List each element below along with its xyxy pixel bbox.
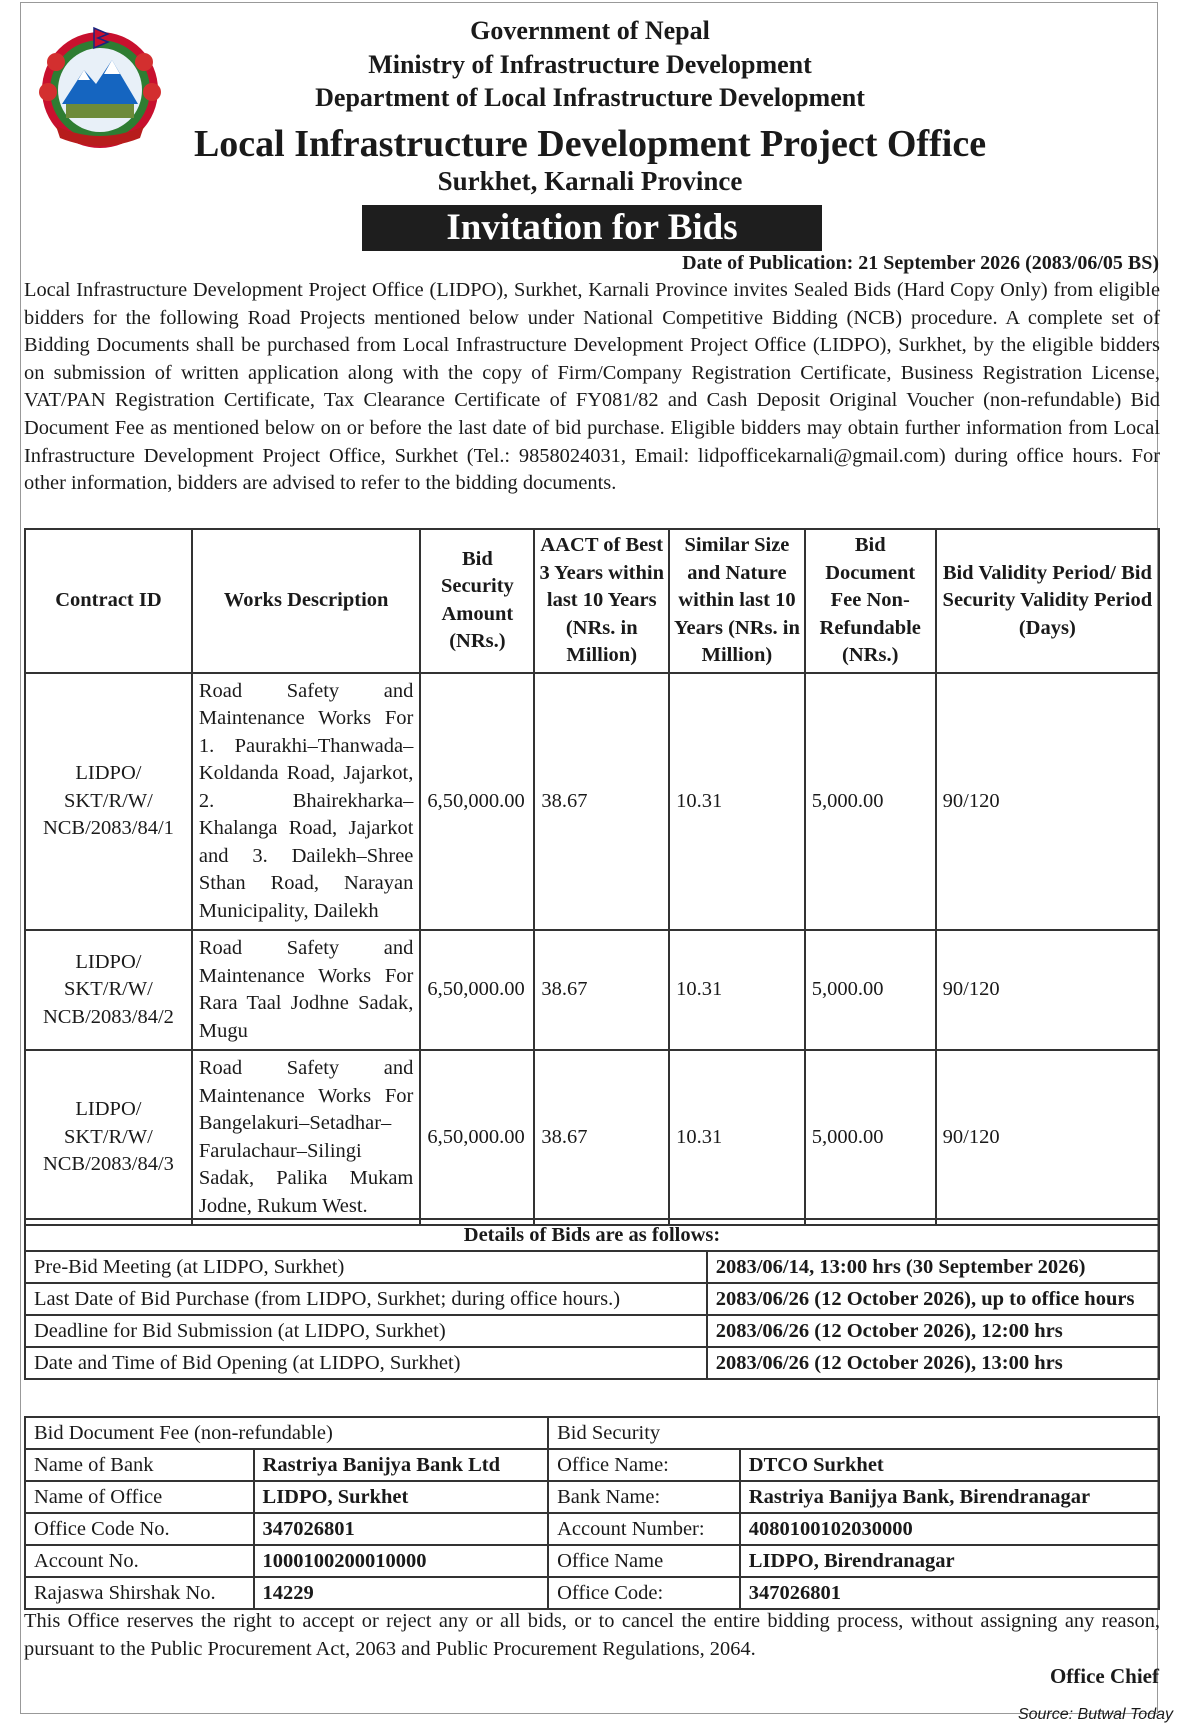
bank-value: LIDPO, Surkhet <box>254 1481 549 1513</box>
invitation-banner: Invitation for Bids <box>362 205 822 251</box>
detail-label: Deadline for Bid Submission (at LIDPO, Surkhet) <box>25 1315 707 1347</box>
table-row <box>25 1545 1159 1577</box>
table-row <box>25 1481 1159 1513</box>
detail-label: Last Date of Bid Purchase (from LIDPO, Surkhet; during office hours.) <box>25 1283 707 1315</box>
bank-label: Bank Name: <box>548 1481 740 1513</box>
bid-security-amount: 6,50,000.00 <box>420 1050 534 1225</box>
details-title-row <box>25 1219 1159 1251</box>
bank-value: LIDPO, Birendranagar <box>740 1545 1159 1577</box>
bank-value: 14229 <box>254 1577 549 1609</box>
bank-value: 1000100200010000 <box>254 1545 549 1577</box>
table-row <box>25 1283 1159 1315</box>
column-header: Bid Document Fee Non-Refundable (NRs.) <box>805 529 936 673</box>
bank-label: Office Code: <box>548 1577 740 1609</box>
contracts-table <box>24 528 1160 1226</box>
column-header: AACT of Best 3 Years within last 10 Years (NRs. in Million) <box>534 529 669 673</box>
bank-label: Office Name <box>548 1545 740 1577</box>
column-header: Works Description <box>192 529 421 673</box>
bank-value: 4080100102030000 <box>740 1513 1159 1545</box>
contract-id: LIDPO/ SKT/R/W/ NCB/2083/84/1 <box>25 673 192 931</box>
aact-value: 38.67 <box>534 1050 669 1225</box>
validity-period: 90/120 <box>936 673 1159 931</box>
bank-label: Account No. <box>25 1545 254 1577</box>
document-fee: 5,000.00 <box>805 673 936 931</box>
bank-label: Name of Bank <box>25 1449 254 1481</box>
office-location: Surkhet, Karnali Province <box>437 166 743 196</box>
disclaimer-paragraph: This Office reserves the right to accept or reject any or all bids, or to cancel the entire bidding process, without assigning any reason, pursuant to the Public Procurement Act, 2063 and Public Procurement Regulations, 2064. <box>24 1610 1160 1660</box>
office-title: Local Infrastructure Development Project Office <box>193 123 987 165</box>
bank-label: Account Number: <box>548 1513 740 1545</box>
contract-id: LIDPO/ SKT/R/W/ NCB/2083/84/2 <box>25 930 192 1050</box>
bank-value: Rastriya Banijya Bank, Birendranagar <box>740 1481 1159 1513</box>
validity-period: 90/120 <box>936 930 1159 1050</box>
bank-value: 347026801 <box>254 1513 549 1545</box>
aact-value: 38.67 <box>534 673 669 931</box>
department-title: Department of Local Infrastructure Development <box>315 83 865 112</box>
similar-size-value: 10.31 <box>669 673 805 931</box>
bid-details-table <box>24 1218 1160 1380</box>
detail-label: Pre-Bid Meeting (at LIDPO, Surkhet) <box>25 1251 707 1283</box>
works-description: Road Safety and Maintenance Works For Bangelakuri–Setadhar–Farulachaur–Silingi Sadak, Palika Mukam Jodne, Rukum West. <box>192 1050 421 1225</box>
bank-title-row <box>25 1417 1159 1449</box>
details-title: Details of Bids are as follows: <box>25 1219 1159 1251</box>
column-header: Contract ID <box>25 529 192 673</box>
table-row <box>25 1050 1159 1225</box>
table-header-row <box>25 529 1159 673</box>
bid-security-amount: 6,50,000.00 <box>420 673 534 931</box>
detail-value: 2083/06/26 (12 October 2026), 13:00 hrs <box>707 1347 1159 1379</box>
column-header: Bid Validity Period/ Bid Security Validity Period (Days) <box>936 529 1159 673</box>
bank-value: DTCO Surkhet <box>740 1449 1159 1481</box>
fee-section-title: Bid Document Fee (non-refundable) <box>25 1417 548 1449</box>
document-fee: 5,000.00 <box>805 1050 936 1225</box>
source-credit: Source: Butwal Today <box>1017 1706 1173 1723</box>
table-row <box>25 1513 1159 1545</box>
detail-value: 2083/06/26 (12 October 2026), up to office hours <box>707 1283 1159 1315</box>
bank-details-table <box>24 1416 1160 1610</box>
table-row <box>25 930 1159 1050</box>
works-description: Road Safety and Maintenance Works For 1. Paurakhi–Thanwada–Koldanda Road, Jajarkot, 2. Bhairekharka–Khalanga Road, Jajarkot and 3. Dailekh–Shree Sthan Road, Narayan Municipality, Dailekh <box>192 673 421 931</box>
intro-paragraph: Local Infrastructure Development Project Office (LIDPO), Surkhet, Karnali Province invites Sealed Bids (Hard Copy Only) from eligible bidders for the following Road Projects mentioned below under National Competitive Bidding (NCB) procedure. A complete set of Bidding Documents shall be purchased from Local Infrastructure Development Project Office (LIDPO), Surkhet, by the eligible bidders on submission of written application along with the copy of Firm/Company Registration Certificate, Business Registration License, VAT/PAN Registration Certificate, Tax Clearance Certificate of FY081/82 and Cash Deposit Original Voucher (non-refundable) Bid Document Fee as mentioned below on or before the last date of bid purchase. Eligible bidders may obtain further information from Local Infrastructure Development Project Office, Surkhet (Tel.: 9858024031, Email: lidpofficekarnali@gmail.com) during office hours. For other information, bidders are advised to refer to the bidding documents. <box>24 279 1160 495</box>
validity-period: 90/120 <box>936 1050 1159 1225</box>
security-section-title: Bid Security <box>548 1417 1159 1449</box>
table-row <box>25 1347 1159 1379</box>
ministry-title: Ministry of Infrastructure Development <box>368 50 812 79</box>
bank-label: Office Name: <box>548 1449 740 1481</box>
table-row <box>25 1577 1159 1609</box>
bank-value: 347026801 <box>740 1577 1159 1609</box>
table-row <box>25 1449 1159 1481</box>
bank-label: Office Code No. <box>25 1513 254 1545</box>
table-row <box>25 1251 1159 1283</box>
column-header: Similar Size and Nature within last 10 Years (NRs. in Million) <box>669 529 805 673</box>
detail-label: Date and Time of Bid Opening (at LIDPO, Surkhet) <box>25 1347 707 1379</box>
bank-value: Rastriya Banijya Bank Ltd <box>254 1449 549 1481</box>
similar-size-value: 10.31 <box>669 1050 805 1225</box>
works-description: Road Safety and Maintenance Works For Rara Taal Jodhne Sadak, Mugu <box>192 930 421 1050</box>
similar-size-value: 10.31 <box>669 930 805 1050</box>
contract-id: LIDPO/ SKT/R/W/ NCB/2083/84/3 <box>25 1050 192 1225</box>
aact-value: 38.67 <box>534 930 669 1050</box>
document-fee: 5,000.00 <box>805 930 936 1050</box>
table-row <box>25 1315 1159 1347</box>
detail-value: 2083/06/14, 13:00 hrs (30 September 2026) <box>707 1251 1159 1283</box>
bid-security-amount: 6,50,000.00 <box>420 930 534 1050</box>
detail-value: 2083/06/26 (12 October 2026), 12:00 hrs <box>707 1315 1159 1347</box>
government-title: Government of Nepal <box>470 16 710 45</box>
bank-label: Name of Office <box>25 1481 254 1513</box>
column-header: Bid Security Amount (NRs.) <box>420 529 534 673</box>
bank-label: Rajaswa Shirshak No. <box>25 1577 254 1609</box>
signature-office-chief: Office Chief <box>1049 1664 1159 1688</box>
table-row <box>25 673 1159 931</box>
publication-date: Date of Publication: 21 September 2026 (2083/06/05 BS) <box>682 252 1159 274</box>
